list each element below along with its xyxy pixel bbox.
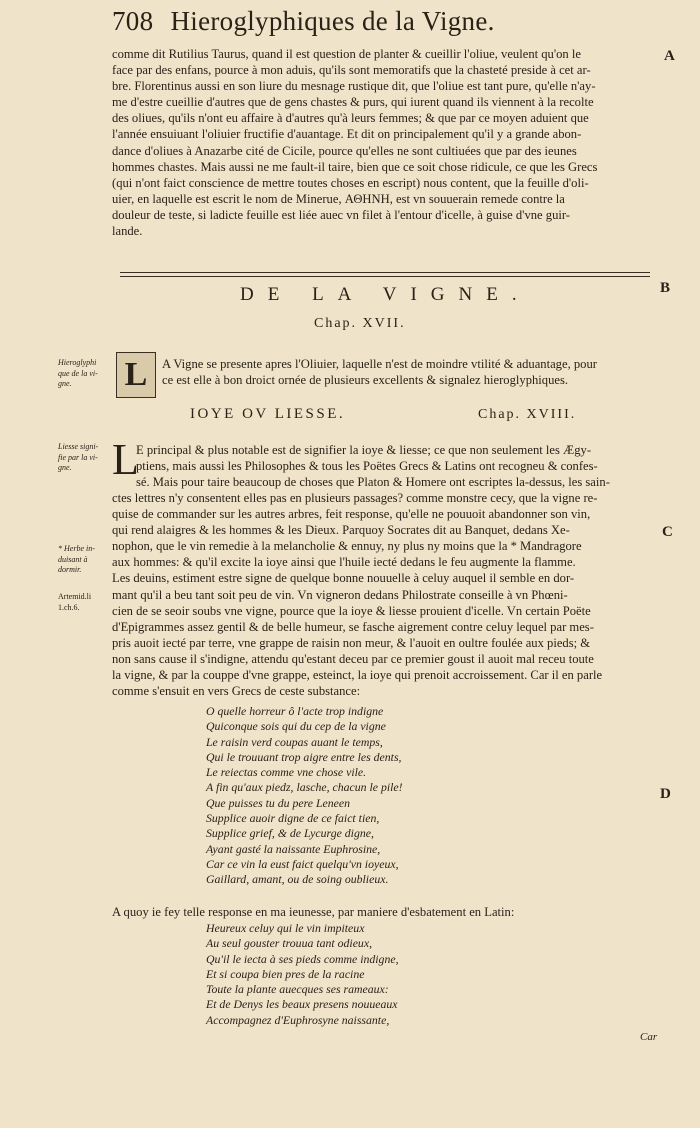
text-line: cien de se seoir soubs vne vigne, pource que la ioye & liesse prouient d'icelle. Vn certain Poëte xyxy=(112,603,591,618)
page-number: 708 xyxy=(112,6,154,36)
verse-line: Toute la plante auecques ses rameaux: xyxy=(206,982,389,997)
margin-letter-d: D xyxy=(660,786,671,802)
verse-line: A fin qu'aux piedz, lasche, chacun le pile! xyxy=(206,780,403,795)
section-title: DE LA VIGNE. xyxy=(240,284,531,305)
margin-letter-b: B xyxy=(660,280,671,296)
text-line: ctes lettres n'y consentent elles pas en plusieurs passages? comme monstre cecy, que la vigne re- xyxy=(112,491,598,505)
paragraph-olive xyxy=(112,46,668,239)
verse-line: Le raisin verd coupas auant le temps, xyxy=(206,734,383,749)
running-title: Hieroglyphiques de la Vigne. xyxy=(170,6,495,36)
text-line: pris auoit iecté par terre, vne grappe de raisin non meur, & l'auoit en oultre foulée aux pieds; & xyxy=(112,635,591,650)
reply-line: A quoy ie fey telle response en ma ieunesse, par maniere d'esbatement en Latin: xyxy=(112,905,515,919)
chapter-heading-18: Chap. XVIII. xyxy=(478,407,577,422)
text-line: me d'estre cueillie d'autres que de gens chastes & purs, qui iurent quand ils viennent à la recolte xyxy=(112,95,594,110)
divider-rule-thin xyxy=(120,276,650,277)
margin-note-hieroglyphique: Hieroglyphi que de la vi- gne. xyxy=(58,358,98,388)
page-header xyxy=(112,6,672,37)
text-line: comme s'ensuit en vers Grecs de ceste substance: xyxy=(112,684,361,699)
verse-line: Accompagnez d'Euphrosyne naissante, xyxy=(206,1012,390,1027)
text-line: uier, en laquelle est escrit le nom de Minerue, ΑΘΗΝΗ, est vn souuerain remede contre la xyxy=(112,191,565,206)
divider-rule xyxy=(120,272,650,273)
verse-line: Quiconque sois qui du cep de la vigne xyxy=(206,719,386,734)
verse-line: Supplice grief, & de Lycurge digne, xyxy=(206,826,374,841)
margin-letter-a: A xyxy=(664,48,675,64)
text-line: hommes chastes. Mais aussi ne me fault-il taire, bien que ce soit chose ridicule, ce que les Grecs xyxy=(112,159,598,174)
verse-line: O quelle horreur ô l'acte trop indigne xyxy=(206,704,384,718)
text-line: Les deuins, estiment estre signe de quelque bonne nouuelle à celuy auquel il semble en dor- xyxy=(112,571,575,586)
text-line: ptiens, mais aussi les Philosophes & tous les Poëtes Grecs & Latins ont recogneu & confes- xyxy=(136,459,598,474)
verse-line: Le reiectas comme vne chose vile. xyxy=(206,765,367,780)
catchword: Car xyxy=(640,1031,658,1043)
margin-note-herbe: * Herbe in- duisant à dormir. xyxy=(58,544,95,574)
verse-line: Qu'il le iecta à ses pieds comme indigne, xyxy=(206,951,399,966)
ornamental-initial: L xyxy=(116,352,156,398)
verse-line: Et si coupa bien pres de la racine xyxy=(206,966,365,981)
text-line: l'année ensuiuant l'oliuier fructifie d'auantage. Et dit on principalement qu'il y a grande abon- xyxy=(112,127,582,142)
verse-line: Au seul gouster trouua tant odieux, xyxy=(206,936,373,951)
text-line: dance d'oliues à Anazarbe cité de Cicile, pource qu'elles ne sont cultiuées que par des ieunes xyxy=(112,143,577,158)
text-line: ce est elle à bon droict ornée de plusieurs excellents & signalez hieroglyphiques. xyxy=(162,373,569,388)
text-line: douleur de teste, si ladicte feuille est liée auec vn filet à l'entour d'icelle, à guise d'vne guir- xyxy=(112,207,571,222)
text-line: face par des enfans, pource à mon aduis, qu'ils sont memoratifs que la chasteté preside à cet ar- xyxy=(112,63,591,78)
paragraph-vine-intro xyxy=(162,356,668,388)
text-line: d'Epigrammes assez gentil & de belle humeur, se fasche aigrement contre celuy lequel par mes- xyxy=(112,619,594,634)
text-line: non sans cause il s'indigne, attendu qu'estant deceu par ce premier goust il auoit mal receu toute xyxy=(112,651,594,666)
text-line: E principal & plus notable est de signifier la ioye & liesse; ce que non seulement les Ægy- xyxy=(136,443,592,457)
text-line: nophon, que le vin remedie à la melancholie & ennuy, ny plus ny moins que la * Mandragore xyxy=(112,539,582,554)
paragraph-joy-opening xyxy=(136,442,668,490)
text-line: qui rend alaigres & les hommes & les Dieux. Parquoy Socrates dit au Banquet, dedans Xe- xyxy=(112,523,570,538)
text-line: aux hommes: & qu'il excite la ioye ainsi que l'huile iecté dedans le feu augmente la flamme. xyxy=(112,555,576,570)
verse-line: Supplice auoir digne de ce faict tien, xyxy=(206,811,380,826)
text-line: A Vigne se presente apres l'Oliuier, laquelle n'est de moindre vtilité & aduantage, pour xyxy=(162,357,597,371)
margin-note-liesse: Liesse signi- fie par la vi- gne. xyxy=(58,442,99,472)
margin-note-artemid: Artemid.li 1.ch.6. xyxy=(58,592,92,612)
text-line: des oliues, qu'ils n'ont eu affaire à d'autres qu'à leurs femmes; & que par ce moyen aduient que xyxy=(112,111,589,126)
verse-line: Car ce vin la eust faict quelqu'vn ioyeux, xyxy=(206,856,399,871)
paragraph-joy xyxy=(112,490,668,699)
text-line: la vigne, & par la couppe d'vne grappe, esteinct, la ioye qui prenoit accroissement. Car il en parle xyxy=(112,668,603,683)
text-line: (qui n'ont faict conscience de mettre toutes choses en escript) nous content, que la feuille d'oli- xyxy=(112,175,589,190)
verse-line: Que puisses tu du pere Leneen xyxy=(206,795,351,810)
verse-line: Heureux celuy qui le vin impiteux xyxy=(206,921,365,935)
text-line: comme dit Rutilius Taurus, quand il est question de planter & cueillir l'oliue, veulent qu'on le xyxy=(112,47,581,61)
initial-letter: L xyxy=(112,435,139,484)
chapter-heading-17: Chap. XVII. xyxy=(314,316,406,331)
verse-latin-reply xyxy=(206,921,399,1028)
text-line: sé. Mais pour taire beaucoup de choses que Platon & Homere ont escriptes la-dessus, les sain- xyxy=(136,475,610,490)
verse-line: Gaillard, amant, ou de soing oublieux. xyxy=(206,872,389,887)
verse-line: Qui le trouuant trop aigre entre les dents, xyxy=(206,749,402,764)
text-line: lande. xyxy=(112,224,143,239)
subsection-title: IOYE OV LIESSE. xyxy=(190,406,346,422)
verse-line: Ayant gasté la naissante Euphrosine, xyxy=(206,841,381,856)
text-line: bre. Florentinus aussi en son liure du mesnage rustique dit, que l'oliue est tant pure, qu'elle n'ay- xyxy=(112,79,596,94)
verse-line: Et de Denys les beaux presens nouueaux xyxy=(206,997,398,1012)
text-line: quise de commander sur les autres arbres, feit response, qu'elle ne pouuoit abandonner son vin, xyxy=(112,507,591,522)
margin-letter-c: C xyxy=(662,524,673,540)
verse-greek-epigram xyxy=(206,704,403,888)
text-line: mant qu'il a beu tant soit peu de vin. Vn vigneron dedans Philostrate conseille à vn Phœni- xyxy=(112,587,568,602)
